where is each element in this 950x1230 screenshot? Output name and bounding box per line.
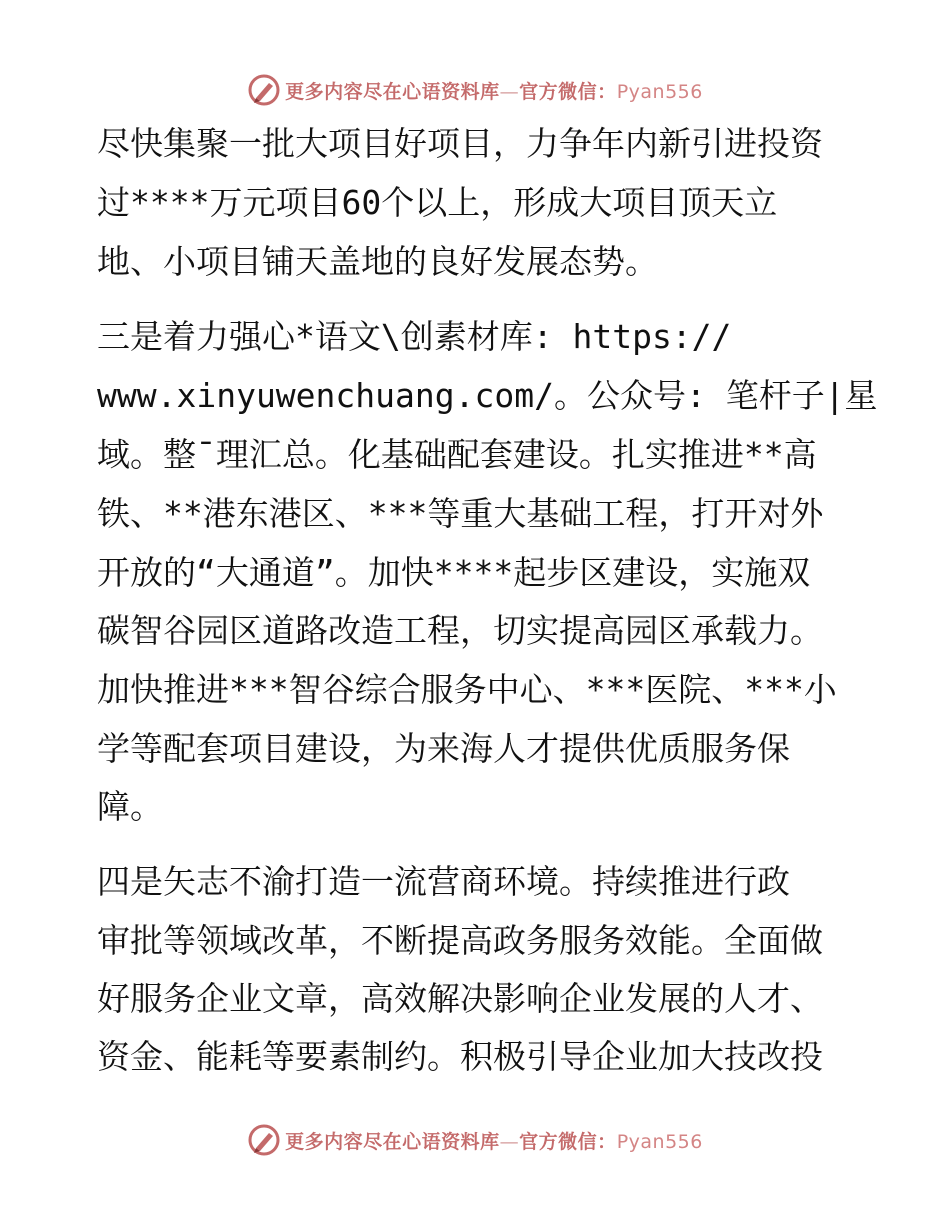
text-line: 三是着力强心*语文\创素材库: https://: [97, 317, 732, 356]
header-sub: 官方微信：: [519, 80, 617, 103]
footer-text: [285, 1127, 703, 1154]
header-banner: [0, 70, 950, 110]
text-line: 碳智谷园区道路改造工程，切实提高园区承载力。: [97, 611, 823, 650]
text-line: 加快推进***智谷综合服务中心、***医院、***小: [97, 670, 837, 709]
text-line: 域。整¯理汇总。化基础配套建设。扎实推进**高: [97, 435, 817, 474]
footer-dash: —: [499, 1130, 520, 1153]
footer-wechat-id: Pyan556: [616, 1130, 703, 1153]
text-line: www.xinyuwenchuang.com/。公众号: 笔杆子|星: [97, 376, 878, 415]
text-line: 铁、**港东港区、***等重大基础工程，打开对外: [97, 494, 824, 533]
pen-logo-icon: [247, 73, 281, 107]
text-line: 资金、能耗等要素制约。积极引导企业加大技改投: [97, 1037, 823, 1076]
text-line: 学等配套项目建设，为来海人才提供优质服务保: [97, 729, 790, 768]
text-line: 地、小项目铺天盖地的良好发展态势。: [97, 242, 658, 281]
footer-banner: [0, 1120, 950, 1160]
footer-sub: 官方微信：: [519, 1130, 617, 1153]
header-text: [285, 77, 703, 104]
footer-main: 更多内容尽在心语资料库: [285, 1130, 500, 1153]
text-line: 尽快集聚一批大项目好项目，力争年内新引进投资: [97, 124, 823, 163]
pen-logo-icon: [247, 1123, 281, 1157]
header-main: 更多内容尽在心语资料库: [285, 80, 500, 103]
text-line: 开放的“大通道”。加快****起步区建设，实施双: [97, 553, 811, 592]
text-line: 审批等领域改革，不断提高政务服务效能。全面做: [97, 921, 823, 960]
text-line: 好服务企业文章，高效解决影响企业发展的人才、: [97, 979, 823, 1018]
header-dash: —: [499, 80, 520, 103]
text-line: 四是矢志不渝打造一流营商环境。持续推进行政: [97, 862, 790, 901]
text-line: 过****万元项目60个以上，形成大项目顶天立: [97, 183, 778, 222]
header-wechat-id: Pyan556: [616, 80, 703, 103]
text-line: 障。: [97, 787, 163, 826]
